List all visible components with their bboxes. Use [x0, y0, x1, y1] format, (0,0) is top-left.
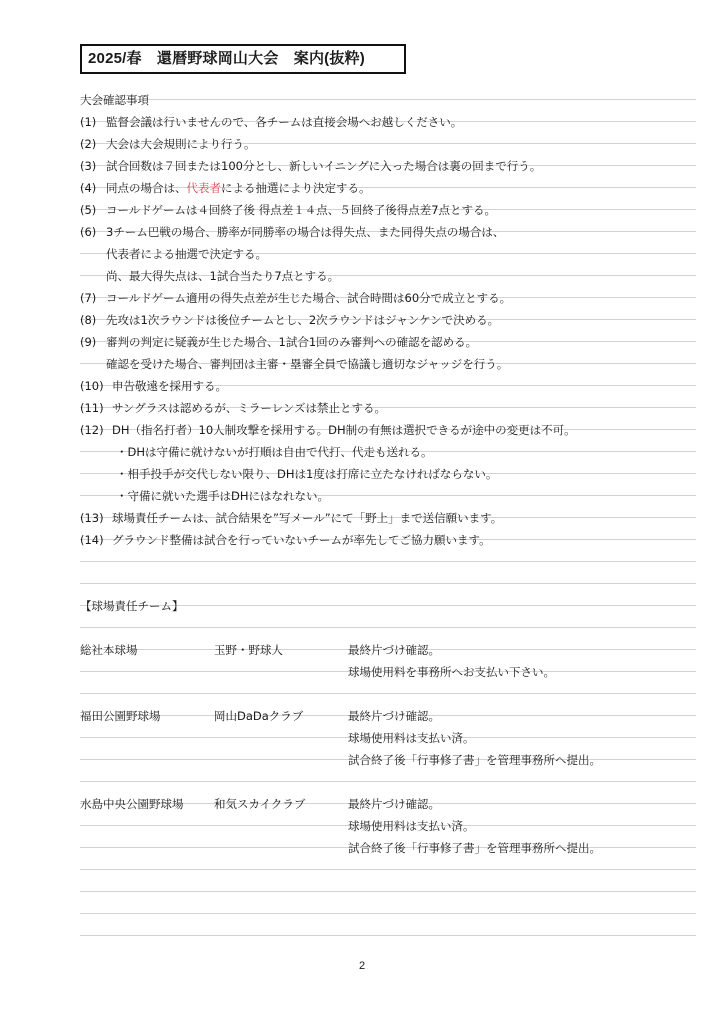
ruled-line: [80, 870, 696, 892]
venue-row: [80, 705, 696, 727]
item-text: 先攻は1次ラウンドは後位チームとし、2次ラウンドはジャンケンで決める。: [106, 313, 500, 327]
item-text: 球場責任チームは、試合結果を”写メール”にて「野上」まで送信願います。: [112, 511, 503, 525]
document-title: 2025/春 還暦野球岡山大会 案内(抜粋): [80, 44, 406, 74]
list-item: [80, 221, 696, 243]
item-text: 大会は大会規則により行う。: [106, 137, 256, 151]
item-text: 同点の場合は、: [106, 181, 187, 195]
list-item: [80, 419, 696, 441]
item-number: (10): [80, 379, 104, 393]
item-number: (12): [80, 423, 104, 437]
list-item: [80, 529, 696, 551]
list-item: [80, 397, 696, 419]
item-text: グラウンド整備は試合を行っていないチームが率先してご協力願います。: [112, 533, 491, 547]
venue-row: [80, 815, 696, 837]
venue-row: [80, 749, 696, 771]
venue-name: 総社本球場: [80, 643, 138, 657]
team-name: 岡山DaDaクラブ: [214, 709, 304, 723]
section-title: 大会確認事項: [80, 93, 149, 107]
list-item: [80, 177, 696, 199]
ruled-line: [80, 914, 696, 936]
list-item: [80, 309, 696, 331]
item-number: (8): [80, 313, 97, 327]
highlight-text: 代表者: [186, 181, 221, 195]
item-text: コールドゲームは４回終了後 得点差１４点、５回終了後得点差7点とする。: [106, 203, 497, 217]
item-continuation: 尚、最大得失点は、1試合当たり7点とする。: [106, 269, 340, 283]
item-continuation: 代表者による抽選で決定する。: [106, 247, 267, 261]
item-text: 試合回数は７回または100分とし、新しいイニングに入った場合は裏の回まで行う。: [106, 159, 542, 173]
item-continuation: 確認を受けた場合、審判団は主審・塁審全員で協議し適切なジャッジを行う。: [106, 357, 509, 371]
item-number: (14): [80, 533, 104, 547]
venue-note: 最終片づけ確認。: [348, 797, 440, 811]
item-number: (2): [80, 137, 97, 151]
list-item: [80, 375, 696, 397]
venue-note: 最終片づけ確認。: [348, 709, 440, 723]
list-item: [80, 111, 696, 133]
item-number: (9): [80, 335, 97, 349]
venue-note: 球場使用料は支払い済。: [348, 731, 475, 745]
ruled-line: [80, 892, 696, 914]
item-number: (7): [80, 291, 97, 305]
item-number: (13): [80, 511, 104, 525]
item-number: (11): [80, 401, 104, 415]
venue-name: 福田公園野球場: [80, 709, 161, 723]
page-number: 2: [358, 960, 366, 972]
item-text: サングラスは認めるが、ミラーレンズは禁止とする。: [112, 401, 386, 415]
bullet-item: ・相手投手が交代しない限り、DHは1度は打席に立たなければならない。: [116, 467, 498, 481]
item-number: (6): [80, 225, 97, 239]
venue-row: [80, 837, 696, 859]
teams-title: 【球場責任チーム】: [80, 599, 184, 613]
list-item: [80, 133, 696, 155]
venue-row: [80, 639, 696, 661]
item-text: DH（指名打者）10人制攻撃を採用する。DH制の有無は選択できるが途中の変更は不可。: [112, 423, 576, 437]
item-text: 3チーム巴戦の場合、勝率が同勝率の場合は得失点、また同得失点の場合は、: [106, 225, 505, 239]
venue-note: 試合終了後「行事修了書」を管理事務所へ提出。: [348, 753, 601, 767]
item-text: 審判の判定に疑義が生じた場合、1試合1回のみ審判への確認を認める。: [106, 335, 478, 349]
bullet-item: ・DHは守備に就けないが打順は自由で代打、代走も送れる。: [116, 445, 433, 459]
team-name: 玉野・野球人: [214, 643, 283, 657]
list-item: [80, 155, 696, 177]
venue-note: 球場使用料を事務所へお支払い下さい。: [348, 665, 555, 679]
team-name: 和気スカイクラブ: [214, 797, 306, 811]
item-text: 申告敬遠を採用する。: [112, 379, 227, 393]
item-number: (5): [80, 203, 97, 217]
list-item: [80, 287, 696, 309]
item-text: 監督会議は行いませんので、各チームは直接会場へお越しください。: [106, 115, 463, 129]
venue-note: 最終片づけ確認。: [348, 643, 440, 657]
list-item: [80, 199, 696, 221]
venue-note: 試合終了後「行事修了書」を管理事務所へ提出。: [348, 841, 601, 855]
item-number: (3): [80, 159, 97, 173]
venue-row: [80, 661, 696, 683]
list-item: [80, 507, 696, 529]
item-number: (1): [80, 115, 97, 129]
item-text: による抽選により決定する。: [221, 181, 371, 195]
item-number: (4): [80, 181, 97, 195]
venue-row: [80, 727, 696, 749]
bullet-item: ・守備に就いた選手はDHにはなれない。: [116, 489, 330, 503]
venue-row: [80, 793, 696, 815]
item-text: コールドゲーム適用の得失点差が生じた場合、試合時間は60分で成立とする。: [106, 291, 512, 305]
ruled-line: [80, 562, 696, 584]
venue-name: 水島中央公園野球場: [80, 797, 184, 811]
venue-note: 球場使用料は支払い済。: [348, 819, 475, 833]
list-item: [80, 331, 696, 353]
